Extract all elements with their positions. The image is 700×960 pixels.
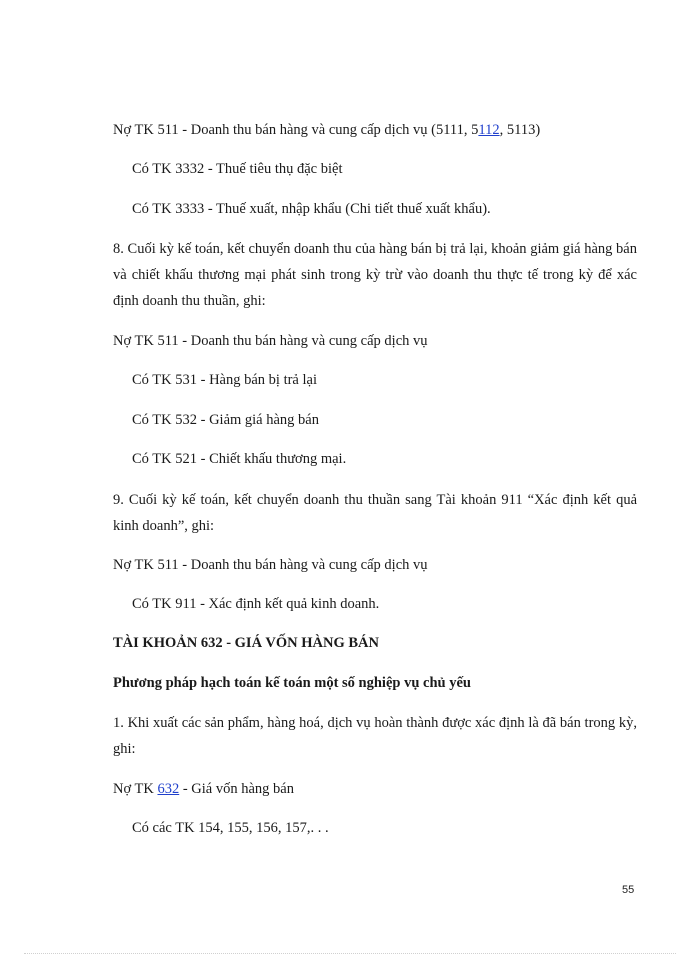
credit-entry-521: Có TK 521 - Chiết khấu thương mại. — [132, 451, 347, 467]
credit-entry-154-157: Có các TK 154, 155, 156, 157,. . . — [132, 820, 329, 836]
debit-entry-632-tail: - Giá vốn hàng bán — [179, 781, 294, 797]
credit-entry-531: Có TK 531 - Hàng bán bị trả lại — [132, 372, 317, 388]
credit-entry-3332: Có TK 3332 - Thuế tiêu thụ đặc biệt — [132, 161, 343, 177]
debit-entry-632 — [113, 779, 637, 799]
credit-entry-3333: Có TK 3333 - Thuế xuất, nhập khẩu (Chi tiết thuế xuất khẩu). — [132, 201, 491, 217]
debit-entry-632-text: Nợ TK — [113, 781, 158, 797]
debit-entry-511 — [113, 120, 637, 140]
page-number: 55 — [622, 884, 635, 896]
credit-entry-911: Có TK 911 - Xác định kết quả kinh doanh. — [132, 596, 380, 612]
paragraph-8: 8. Cuối kỳ kế toán, kết chuyển doanh thu của hàng bán bị trả lại, khoản giảm giá hàng bán và chiết khấu thương mại phát sinh trong kỳ trừ vào doanh thu thực tế trong kỳ để xác định doanh thu thuần, ghi: — [113, 241, 637, 309]
debit-entry-511-tail: , 5113) — [499, 122, 541, 138]
debit-entry-511-c: Nợ TK 511 - Doanh thu bán hàng và cung cấp dịch vụ — [113, 557, 428, 573]
page-bottom-divider — [24, 953, 676, 954]
section-subheading: Phương pháp hạch toán kế toán một số nghiệp vụ chủ yếu — [113, 675, 471, 691]
account-632-link[interactable]: 632 — [157, 781, 180, 797]
account-112-link[interactable]: 112 — [478, 122, 500, 138]
credit-entry-532: Có TK 532 - Giảm giá hàng bán — [132, 412, 319, 428]
debit-entry-511-b: Nợ TK 511 - Doanh thu bán hàng và cung cấp dịch vụ — [113, 333, 428, 349]
section-heading: TÀI KHOẢN 632 - GIÁ VỐN HÀNG BÁN — [113, 635, 379, 651]
paragraph-1: 1. Khi xuất các sản phẩm, hàng hoá, dịch vụ hoàn thành được xác định là đã bán trong kỳ, ghi: — [113, 715, 637, 757]
paragraph-9: 9. Cuối kỳ kế toán, kết chuyển doanh thu thuần sang Tài khoản 911 “Xác định kết quả kinh doanh”, ghi: — [113, 492, 637, 534]
debit-entry-511-text: Nợ TK 511 - Doanh thu bán hàng và cung cấp dịch vụ (5111, 5 — [113, 122, 479, 138]
